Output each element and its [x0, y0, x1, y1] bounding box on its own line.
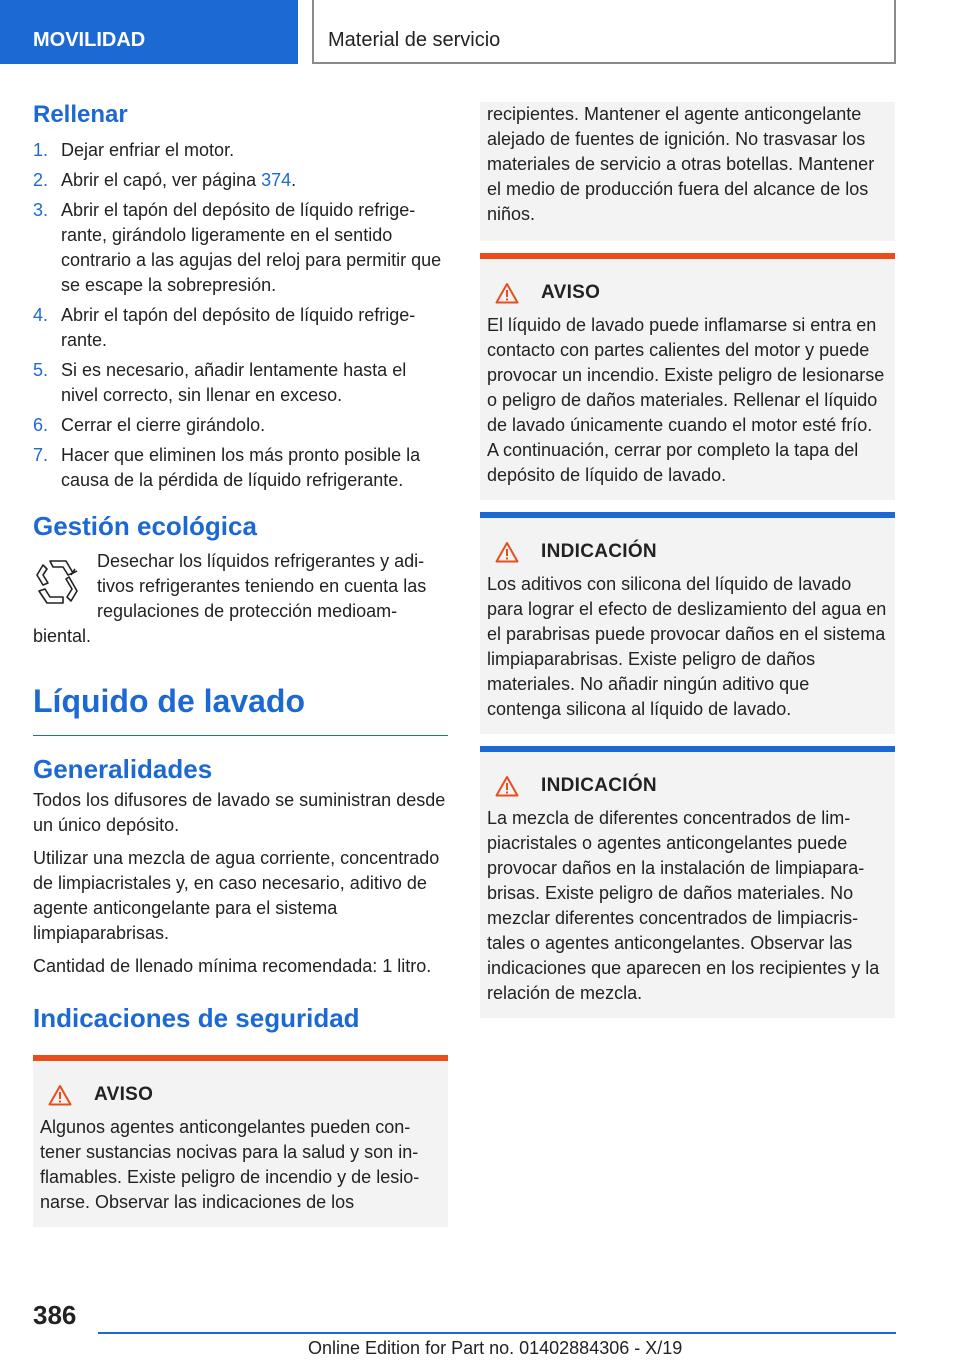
page-header — [0, 0, 960, 66]
notice-header — [487, 279, 887, 307]
notice-label: AVISO — [541, 282, 601, 303]
notice-label: INDICACIÓN — [541, 541, 657, 562]
paragraph: Utilizar una mezcla de agua corriente, concentrado de limpiacristales y, en caso necesario, aditivo de agente anticongelante para el sistema limpiaparabrisas. — [33, 848, 440, 943]
paragraph: Cantidad de llenado mínima recomendada: 1 litro. — [33, 956, 432, 976]
footer-divider — [98, 1332, 896, 1334]
section-tab: MOVILIDAD — [0, 0, 298, 64]
notice-header — [40, 1081, 440, 1109]
list-item — [33, 138, 448, 163]
warning-triangle-icon — [495, 775, 519, 797]
info-notice — [480, 512, 895, 734]
step-number: 1. — [33, 140, 49, 160]
step-text: Cerrar el cierre girándolo. — [61, 415, 266, 435]
notice-text: recipientes. Mantener el agente anticongelante alejado de fuentes de ignición. No trasvasar los materiales de servicio a otras botellas. Mantener el medio de producción fuera del alcance de los niños. — [487, 104, 875, 224]
notice-label: INDICACIÓN — [541, 775, 657, 796]
paragraph: Todos los difusores de lavado se suministran desde un único depósito. — [33, 790, 446, 835]
warning-notice — [480, 253, 895, 500]
step-number: 3. — [33, 200, 49, 220]
notice-header — [487, 772, 887, 800]
notice-text: Los aditivos con silicona del líquido de lavado para lograr el efecto de deslizamiento del agua en el parabrisas puede provocar daños en el sistema limpiaparabrisas. Existe peligro de daños materiales. No añadir ningún aditivo que contenga silicona al líquido de lavado. — [487, 574, 887, 719]
eco-text: Desechar los líquidos refrigerantes y aditivos refrigerantes teniendo en cuenta las regulaciones de protección medioambiental. — [33, 551, 427, 646]
left-column — [33, 100, 448, 1227]
heading-gestion-ecologica: Gestión ecológica — [33, 511, 257, 541]
step-text: Abrir el tapón del depósito de líquido refrigerante. — [61, 305, 416, 350]
step-text-part: . — [291, 170, 297, 190]
step-text: Si es necesario, añadir lentamente hasta el nivel correcto, sin llenar en exceso. — [61, 360, 407, 405]
chapter-title: Material de servicio — [312, 0, 896, 64]
recycle-icon — [33, 555, 83, 609]
page-link[interactable]: 374 — [261, 170, 292, 190]
eco-section — [33, 549, 448, 649]
list-item — [33, 443, 448, 493]
step-number: 4. — [33, 305, 49, 325]
list-item — [33, 358, 448, 408]
list-item — [33, 168, 448, 193]
notice-text: Algunos agentes anticongelantes pueden contener sustancias nocivas para la salud y son inflamables. Existe peligro de incendio y de lesionarse. Observar las indicaciones de los — [40, 1117, 420, 1212]
step-number: 7. — [33, 445, 49, 465]
step-text: Abrir el tapón del depósito de líquido refrigerante, girándolo ligeramente en el sentido contrario a las agujas del reloj para permitir que se escape la sobrepresión. — [61, 200, 442, 295]
warning-triangle-icon — [48, 1084, 72, 1106]
heading-liquido-de-lavado: Líquido de lavado — [33, 681, 448, 736]
notice-text: La mezcla de diferentes concentrados de limpiacristales o agentes anticongelantes puede provocar daños en la instalación de limpiaparabrisas. Existe peligro de daños materiales. No mezclar diferentes concentrados de limpiacristales o agentes anticongelantes. Observar las indicaciones que aparecen en los recipientes y la relación de mezcla. — [487, 808, 880, 1003]
heading-indicaciones-de-seguridad: Indicaciones de seguridad — [33, 1003, 360, 1033]
notice-label: AVISO — [94, 1084, 154, 1105]
heading-rellenar: Rellenar — [33, 101, 128, 128]
warning-triangle-icon — [495, 282, 519, 304]
list-item — [33, 303, 448, 353]
steps-list — [33, 138, 448, 493]
heading-generalidades: Generalidades — [33, 754, 213, 784]
step-number: 5. — [33, 360, 49, 380]
info-notice — [480, 746, 895, 1018]
step-number: 2. — [33, 170, 49, 190]
step-text — [61, 168, 448, 193]
step-text: Hacer que eliminen los más pronto posible la causa de la pérdida de líquido refrigerante. — [61, 445, 421, 490]
notice-text: El líquido de lavado puede inflamarse si entra en contacto con partes calientes del motor y puede provocar un incendio. Existe peligro de lesionarse o peligro de daños materiales. Rellenar el líquido de lavado únicamente cuando el motor esté frío. A continuación, cerrar por completo la tapa del depósito de líquido de lavado. — [487, 315, 885, 485]
warning-notice — [33, 1055, 448, 1227]
step-text: Dejar enfriar el motor. — [61, 140, 235, 160]
step-text-part: Abrir el capó, ver página — [61, 170, 262, 190]
notice-continuation — [480, 102, 895, 241]
notice-header — [487, 538, 887, 566]
step-number: 6. — [33, 415, 49, 435]
list-item — [33, 413, 448, 438]
right-column — [480, 102, 895, 1018]
warning-triangle-icon — [495, 541, 519, 563]
list-item — [33, 198, 448, 298]
page-number: 386 — [33, 1300, 77, 1330]
edition-text: Online Edition for Part no. 01402884306 - X/19 — [308, 1338, 683, 1358]
